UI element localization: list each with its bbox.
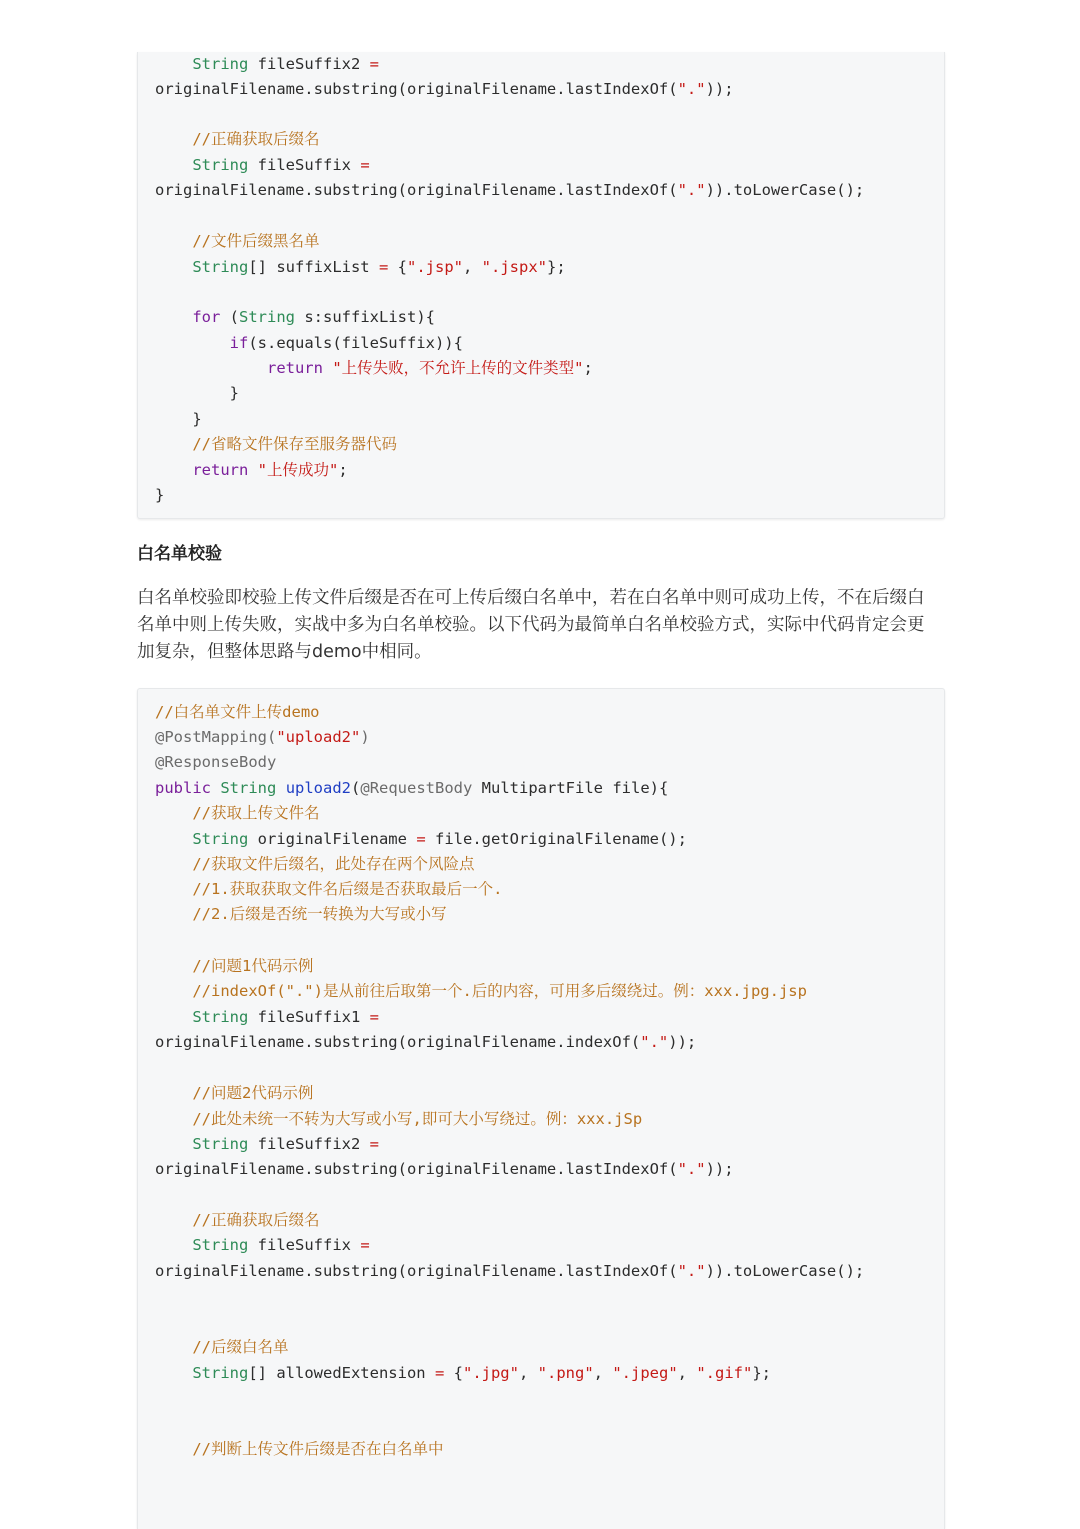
code-line: String fileSuffix2 = xyxy=(192,55,379,73)
code-comment: //indexOf(".")是从前往后取第一个.后的内容，可用多后缀绕过。例：xxx.jpg.jsp xyxy=(155,982,807,1000)
code-comment: //后缀白名单 xyxy=(155,1338,289,1356)
code-comment: //1.获取获取文件名后缀是否获取最后一个. xyxy=(155,880,503,898)
section-heading: 白名单校验 xyxy=(137,544,222,564)
code-line: originalFilename.substring(originalFilename.lastIndexOf(".")); xyxy=(155,80,734,98)
code-line: @ResponseBody xyxy=(155,753,277,771)
code-line: String[] allowedExtension = {".jpg", ".png", ".jpeg", ".gif"}; xyxy=(192,1364,771,1382)
code-comment: //2.后缀是否统一转换为大写或小写 xyxy=(155,905,447,923)
code-comment: //获取上传文件名 xyxy=(155,804,320,822)
code-line: originalFilename.substring(originalFilename.indexOf(".")); xyxy=(155,1033,697,1051)
code-line: return "上传成功"; xyxy=(192,461,348,479)
paragraph-line: 白名单校验即校验上传文件后缀是否在可上传后缀白名单中，若在白名单中则可成功上传，不在后缀白 xyxy=(137,588,925,608)
code-comment: //此处未统一不转为大写或小写,即可大小写绕过。例：xxx.jSp xyxy=(155,1110,643,1128)
code-line: originalFilename.substring(originalFilename.lastIndexOf(".")); xyxy=(155,1160,734,1178)
code-block-blacklist xyxy=(137,52,945,519)
code-line: for (String s:suffixList){ xyxy=(192,308,435,326)
code-line: String originalFilename = file.getOriginalFilename(); xyxy=(192,830,687,848)
code-comment: //正确获取后缀名 xyxy=(155,130,320,148)
code-line: String fileSuffix = xyxy=(192,156,370,174)
code-line: @PostMapping("upload2") xyxy=(155,728,370,746)
code-comment: //问题1代码示例 xyxy=(155,957,314,975)
code-line: originalFilename.substring(originalFilename.lastIndexOf(".")).toLowerCase(); xyxy=(155,1262,865,1280)
code-comment: //问题2代码示例 xyxy=(155,1084,314,1102)
paragraph-line: 加复杂，但整体思路与demo中相同。 xyxy=(137,642,432,662)
code-line: } xyxy=(155,410,202,428)
code-line: String fileSuffix1 = xyxy=(192,1008,379,1026)
code-line: } xyxy=(155,384,239,402)
paragraph-line: 名单中则上传失败，实战中多为白名单校验。以下代码为最简单白名单校验方式，实际中代码肯定会更 xyxy=(137,615,925,635)
code-comment: //省略文件保存至服务器代码 xyxy=(155,435,397,453)
code-comment: //获取文件后缀名，此处存在两个风险点 xyxy=(155,855,475,873)
code-line: String fileSuffix = xyxy=(192,1236,370,1254)
code-line: } xyxy=(155,486,165,504)
code-line: return "上传失败，不允许上传的文件类型"; xyxy=(266,359,593,377)
code-line: String fileSuffix2 = xyxy=(192,1135,379,1153)
code-block-whitelist xyxy=(137,688,945,1529)
code-comment: //正确获取后缀名 xyxy=(155,1211,320,1229)
code-comment: //判断上传文件后缀是否在白名单中 xyxy=(155,1440,444,1458)
code-comment: //白名单文件上传demo xyxy=(155,703,320,721)
code-line: originalFilename.substring(originalFilename.lastIndexOf(".")).toLowerCase(); xyxy=(155,181,865,199)
code-line: if(s.equals(fileSuffix)){ xyxy=(229,334,463,352)
code-comment: //文件后缀黑名单 xyxy=(155,232,320,250)
code-line: public String upload2(@RequestBody MultipartFile file){ xyxy=(155,779,669,797)
code-line: String[] suffixList = {".jsp", ".jspx"}; xyxy=(192,258,566,276)
